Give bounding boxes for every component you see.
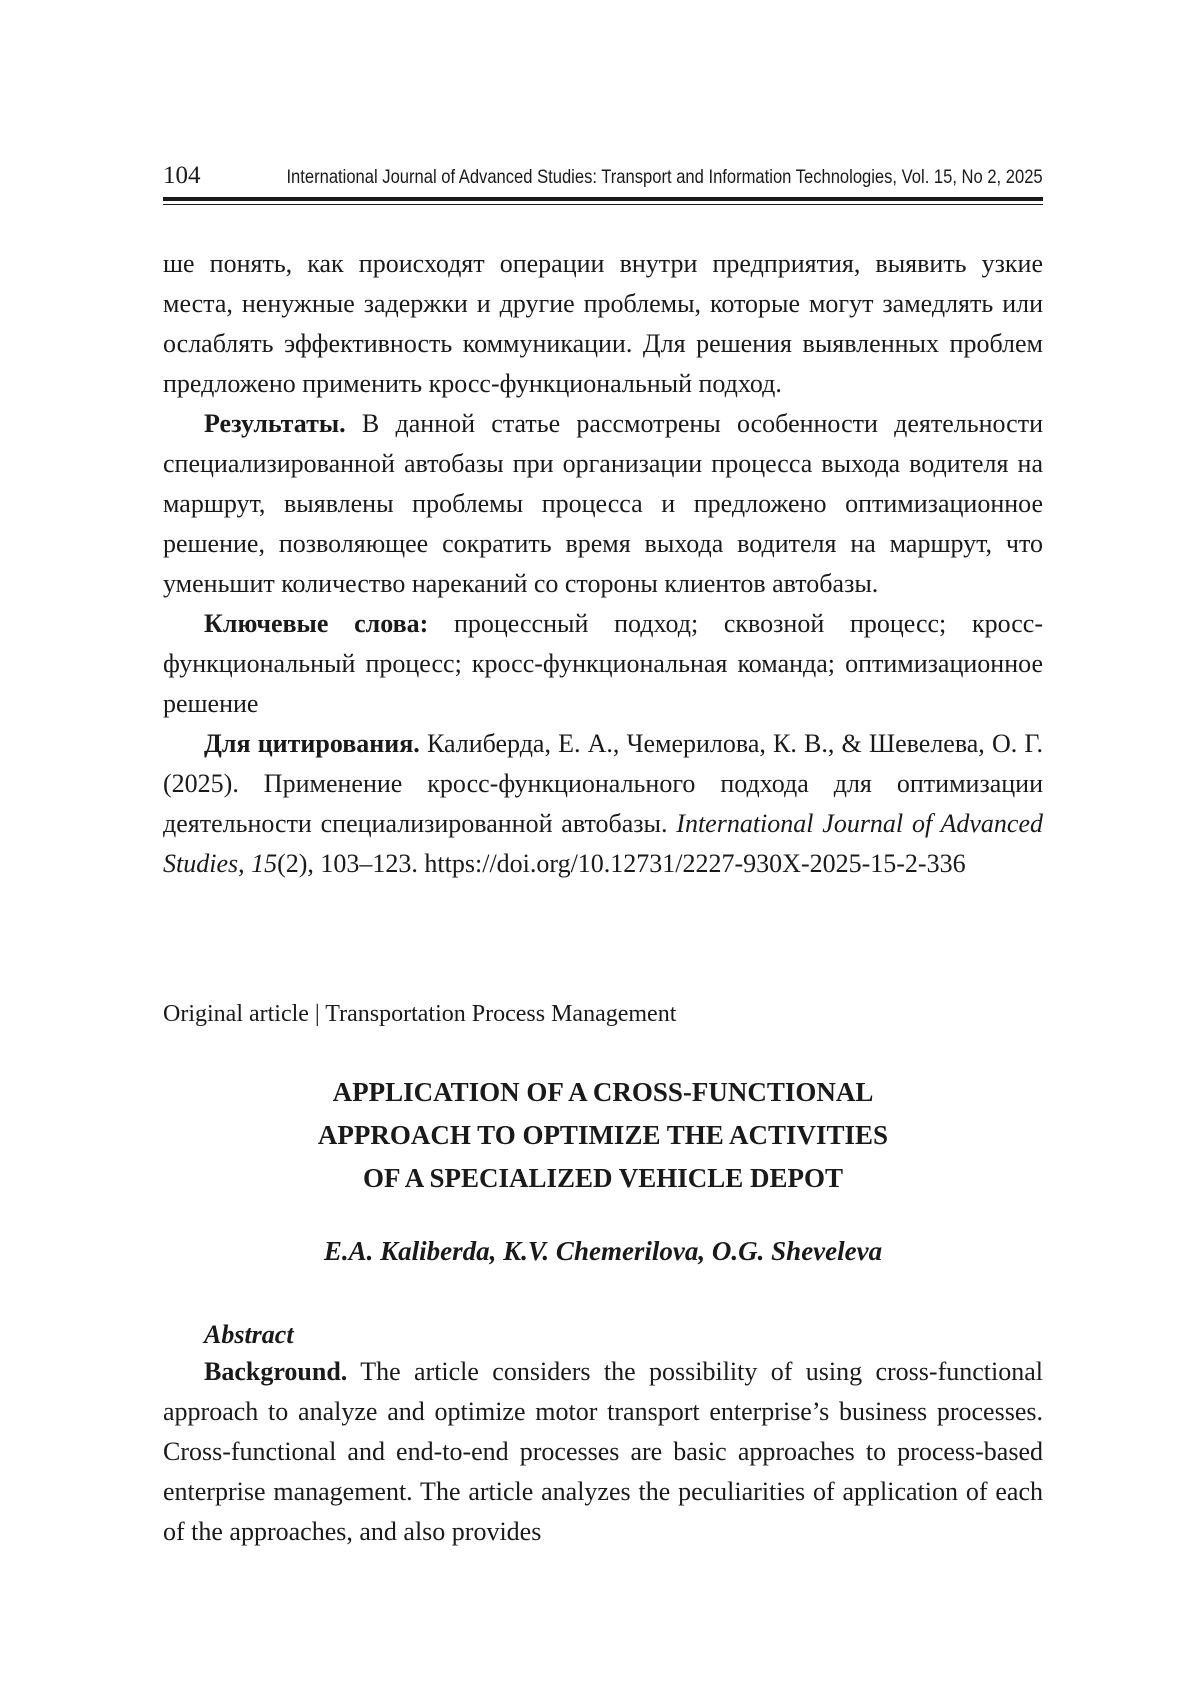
citation-volume: 15: [251, 849, 278, 878]
running-header: [163, 158, 1043, 194]
english-authors: E.A. Kaliberda, K.V. Chemerilova, O.G. Sheveleva: [323, 1236, 883, 1266]
results-label: Результаты.: [204, 409, 346, 438]
citation-paragraph: Для цитирования. Калиберда, Е. А., Чемерилова, К. В., & Шевелева, О. Г. (2025). Применение кросс-функционального подхода для оптимизации деятельности специализированной автобазы. International Journal of Advanced Studies, 15(2), 103–123. https://doi.org/10.12731/2227-930X-2025-15-2-336: [163, 729, 1043, 878]
background-label: Background.: [204, 1357, 348, 1386]
citation-journal: International Journal of Advanced Studies: [163, 809, 1043, 878]
page: [163, 0, 1043, 1703]
english-abstract: [163, 1352, 1043, 1552]
citation-text: Калиберда, Е. А., Чемерилова, К. В., & Шевелева, О. Г. (2025). Применение кросс-функционального подхода для оптимизации деятельности специализированной автобазы.: [163, 729, 1043, 838]
citation-label: Для цитирования.: [204, 729, 420, 758]
intro-paragraph: ше понять, как происходят операции внутри предприятия, выявить узкие места, ненужные задержки и другие проблемы, которые могут замедлять или ослаблять эффективность коммуникации. Для решения выявленных проблем предложено применить кросс-функциональный подход.: [163, 249, 1043, 398]
keywords-label: Ключевые слова:: [204, 609, 429, 638]
article-type: Original article | Transportation Process Management: [163, 1001, 677, 1027]
page-number: 104: [163, 162, 201, 189]
header-rule-thin: [163, 204, 1043, 205]
results-text: В данной статье рассмотрены особенности деятельности специализированной автобазы при организации процесса выхода водителя на маршрут, выявлены проблемы процесса и предложено оптимизационное решение, позволяющее сократить время выхода водителя на маршрут, что уменьшит количество нареканий со стороны клиентов автобазы.: [163, 409, 1043, 598]
title-line: APPLICATION OF A CROSS-FUNCTIONAL: [332, 1077, 874, 1107]
keywords-text: процессный подход; сквозной процесс; кросс-функциональный процесс; кросс-функциональная команда; оптимизационное решение: [163, 609, 1043, 718]
background-text: The article considers the possibility of using cross-functional approach to analyze and optimize motor transport enterprise’s business processes. Cross-functional and end-to-end processes are basic approaches to process-based enterprise management. The article analyzes the peculiarities of application of each of the approaches, and also provides: [163, 1357, 1043, 1546]
english-title: [163, 1071, 1043, 1200]
journal-name: International Journal of Advanced Studies: Transport and Information Technologies, Vol. 15, No 2, 2025: [286, 166, 1043, 188]
background-paragraph: [163, 1352, 1043, 1552]
keywords-paragraph: [163, 604, 1043, 724]
citation-doi: (2), 103–123. https://doi.org/10.12731/2227-930X-2025-15-2-336: [277, 849, 966, 878]
results-paragraph: [163, 404, 1043, 604]
title-line: OF A SPECIALIZED VEHICLE DEPOT: [362, 1163, 844, 1193]
header-rule-thick: [163, 197, 1043, 201]
abstract-heading: Abstract: [204, 1320, 294, 1349]
russian-abstract-continuation: [163, 244, 1043, 884]
title-line: APPROACH TO OPTIMIZE THE ACTIVITIES: [317, 1120, 889, 1150]
